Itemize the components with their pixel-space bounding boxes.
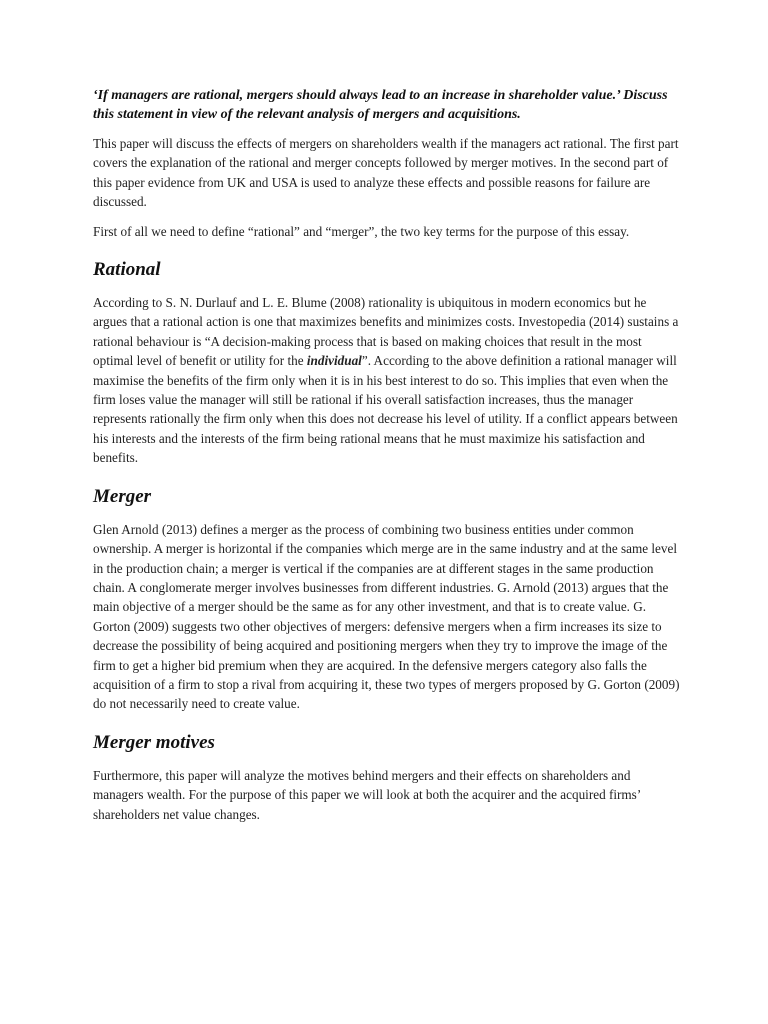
essay-title: ‘If managers are rational, mergers should always lead to an increase in shareholder value.’ Discuss this statement in view of the relevant analysis of mergers and acquisitions.: [93, 88, 668, 122]
merger-paragraph: Glen Arnold (2013) defines a merger as the process of combining two business entities under common ownership. A merger is horizontal if the companies which merge are in the same industry and at the same level in the production chain; a merger is vertical if the companies are at different stages in the same production chain. A conglomerate merger involves businesses from different industries. G. Arnold (2013) argues that the main objective of a merger should be the same as for any other investment, and that is to create value. G. Gorton (2009) suggests two other objectives of mergers: defensive mergers when a firm increases its size to decrease the possibility of being acquired and positioning mergers when they try to improve the image of the firm to get a higher bid premium when they are acquired. In the defensive mergers category also falls the acquisition of a firm to stop a rival from acquiring it, these two types of mergers proposed by G. Gorton (2009) do not necessarily need to create value.: [93, 521, 680, 712]
intro-paragraph-1: This paper will discuss the effects of mergers on shareholders wealth if the managers act rational. The first part covers the explanation of the rational and merger concepts followed by merger motives. In the second part of this paper evidence from UK and USA is used to analyze these effects and possible reasons for failure are discussed.: [93, 136, 679, 210]
rational-text-before: According to S. N. Durlauf and L. E. Blume (2008) rationality is ubiquitous in modern economics but he argues that a rational action is one that maximizes benefits and minimizes costs. Investopedia (2014) sustains a rational behaviour is “A decision-making process that is based on making choices that result in the most optimal level of benefit or utility for the: [93, 295, 679, 369]
intro-paragraph-2: First of all we need to define “rational” and “merger”, the two key terms for the purpose of this essay.: [93, 223, 630, 239]
rational-text-after: ”. According to the above definition a rational manager will maximise the benefits of the firm only when it is in his best interest to do so. This implies that even when the firm loses value the manager will still be rational if his overall satisfaction increases, thus the manager represents rationally the firm only when this does not decrease his level of utility. If a conflict appears between his interests and the interests of the firm being rational means that he must maximize his satisfaction and benefits.: [93, 353, 678, 466]
rational-emphasis: individual: [306, 353, 362, 369]
section-heading-rational: Rational: [93, 259, 161, 281]
document-page: [93, 86, 681, 834]
merger-motives-paragraph: Furthermore, this paper will analyze the motives behind mergers and their effects on shareholders and managers wealth. For the purpose of this paper we will look at both the acquirer and the acquired firms’ shareholders net value changes.: [93, 767, 641, 822]
section-heading-merger: Merger: [93, 485, 152, 507]
section-heading-merger-motives: Merger motives: [93, 731, 215, 753]
rational-paragraph: [93, 293, 681, 468]
